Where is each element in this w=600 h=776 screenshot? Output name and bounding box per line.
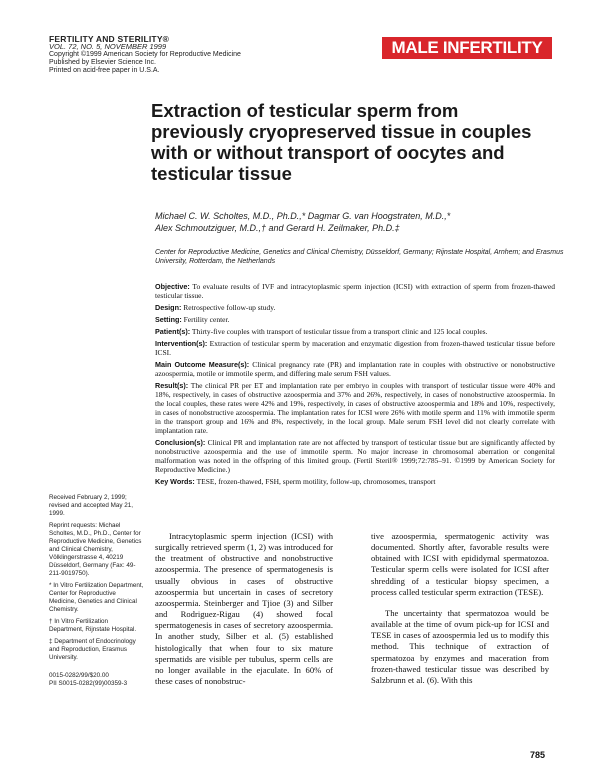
abstract-objective: Objective: To evaluate results of IVF and intracytoplasmic sperm injection (ICSI) with extraction of sperm from frozen-thawed testicular tissue. xyxy=(155,282,555,300)
affiliation: Center for Reproductive Medicine, Genetics and Clinical Chemistry, Düsseldorf, Germany; Rijnstate Hospital, Arnhem; and Erasmus University, Rotterdam, the Netherlands xyxy=(155,249,564,265)
paragraph: tive azoospermia, spermatogenic activity was documented. Shortly after, favorable results were obtained with ICSI with epididymal spermatozoa. Testicular sperm cells were isolated for ICSI after shredding of a testicular biopsy specimen, a process called testicular sperm extraction (TESE). xyxy=(371,531,549,597)
body-column-1 xyxy=(155,531,333,687)
journal-volume: VOL. 72, NO. 5, NOVEMBER 1999 xyxy=(49,42,167,51)
article-title: Extraction of testicular sperm from previously cryopreserved tissue in couples with or without transport of oocytes and testicular tissue xyxy=(151,100,532,184)
article-codes xyxy=(49,672,144,688)
issn-code: 0015-0282/99/$20.00 xyxy=(49,672,109,679)
author-line-1: Michael C. W. Scholtes, M.D., Ph.D.,* Dagmar G. van Hoogstraten, M.D.,* xyxy=(155,211,451,221)
author-line-2: Alex Schmoutziguer, M.D.,† and Gerard H. Zeilmaker, Ph.D.‡ xyxy=(155,223,400,233)
abstract-patients: Patient(s): Thirty-five couples with transport of testicular tissue from a transport clinic and 125 local couples. xyxy=(155,327,488,336)
abstract xyxy=(155,282,555,489)
pii-code: PII S0015-0282(99)00359-3 xyxy=(49,680,128,687)
abstract-setting: Setting: Fertility center. xyxy=(155,315,230,324)
received-dates: Received February 2, 1999; revised and accepted May 21, 1999. xyxy=(49,494,134,517)
abstract-conclusion: Conclusion(s): Clinical PR and implantation rate are not affected by transport of testicular tissue but are significantly affected by nonobstructive azoospermia and the use of immotile sperm. No major increase in chromosomal aberration or congenital malformation was noted in the offspring of this limited group. (Fertil Steril® 1999;72:785–91. ©1999 by American Society for Reproductive Medicine.) xyxy=(155,438,555,474)
footnote-2: † In Vitro Fertilization Department, Rijnstate Hospital. xyxy=(49,618,137,633)
abstract-interventions: Intervention(s): Extraction of testicular sperm by maceration and enzymatic digestion from frozen-thawed testicular tissue before ICSI. xyxy=(155,339,555,357)
journal-publisher: Published by Elsevier Science Inc. xyxy=(49,59,156,66)
section-badge: MALE INFERTILITY xyxy=(382,37,552,59)
body-column-2 xyxy=(371,531,549,686)
journal-paper: Printed on acid-free paper in U.S.A. xyxy=(49,67,160,74)
abstract-results: Result(s): The clinical PR per ET and implantation rate per embryo in couples with transport of testicular tissue were 40% and 18%, respectively, in cases of obstructive azoospermia and 37% and 26%, respectively, in cases of nonobstructive azoospermia. In the local couples, these rates were 42% and 19%, respectively, in cases of obstructive azoospermia and 18% and 10%, respectively, in cases of nonobstructive azoospermia. The implantation rates for ICSI were 26% with motile sperm and 11% with immotile sperm in the transport group and 16% and 8%, respectively, in the local group. Male serum FSH level did not clearly correlate with implantation rate. xyxy=(155,381,555,435)
paragraph: The uncertainty that spermatozoa would be available at the time of ovum pick-up for ICSI and TESE in cases of azoospermia led us to modify this method. This technique of extraction of spermatozoa by enzymes and maceration from frozen-thawed testicular tissue was described by Salzbrunn et al. (6). With this xyxy=(371,607,549,685)
sidebar-notes xyxy=(49,494,144,688)
journal-copyright: Copyright ©1999 American Society for Reproductive Medicine xyxy=(49,51,241,58)
page-number: 785 xyxy=(530,750,546,760)
abstract-design: Design: Retrospective follow-up study. xyxy=(155,303,276,312)
journal-header xyxy=(49,35,241,75)
abstract-outcome: Main Outcome Measure(s): Clinical pregnancy rate (PR) and implantation rate in couples with obstructive or nonobstructive azoospermia, motile or immotile sperm, and differing male serum FSH values. xyxy=(155,360,556,378)
paragraph: Intracytoplasmic sperm injection (ICSI) with surgically retrieved sperm (1, 2) was introduced for the treatment of obstructive and nonobstructive azoospermia. The presence of spermatogenesis is usually obvious in cases of obstructive azoospermia but uncertain in cases of secretory azoospermia. Steinberger and Tjioe (3) and Silber and Rodriguez-Rigau (4) showed focal spermatogenesis in cases of secretory azoospermia. In another study, Silber et al. (5) established histologically that when four to six mature spermatids are visible per tubulus, sperm cells are no longer available in the ejaculate. In 60% of these cases of nonobstruc- xyxy=(155,531,333,687)
author-list xyxy=(155,210,555,234)
reprint-requests: Reprint requests: Michael Scholtes, M.D., Ph.D., Center for Reproductive Medicine, Genetics and Clinical Chemistry, Völklingerstrasse 4, 40219 Düsseldorf, Germany (Fax: 49-211-9019750). xyxy=(49,522,142,577)
abstract-keywords: Key Words: TESE, frozen-thawed, FSH, sperm motility, follow-up, chromosomes, transport xyxy=(155,477,436,486)
footnote-1: * In Vitro Fertilization Department, Center for Reproductive Medicine, Genetics and Clinical Chemistry. xyxy=(49,582,144,613)
footnote-3: ‡ Department of Endocrinology and Reproduction, Erasmus University. xyxy=(49,638,136,661)
journal-name: FERTILITY AND STERILITY® xyxy=(49,34,170,44)
